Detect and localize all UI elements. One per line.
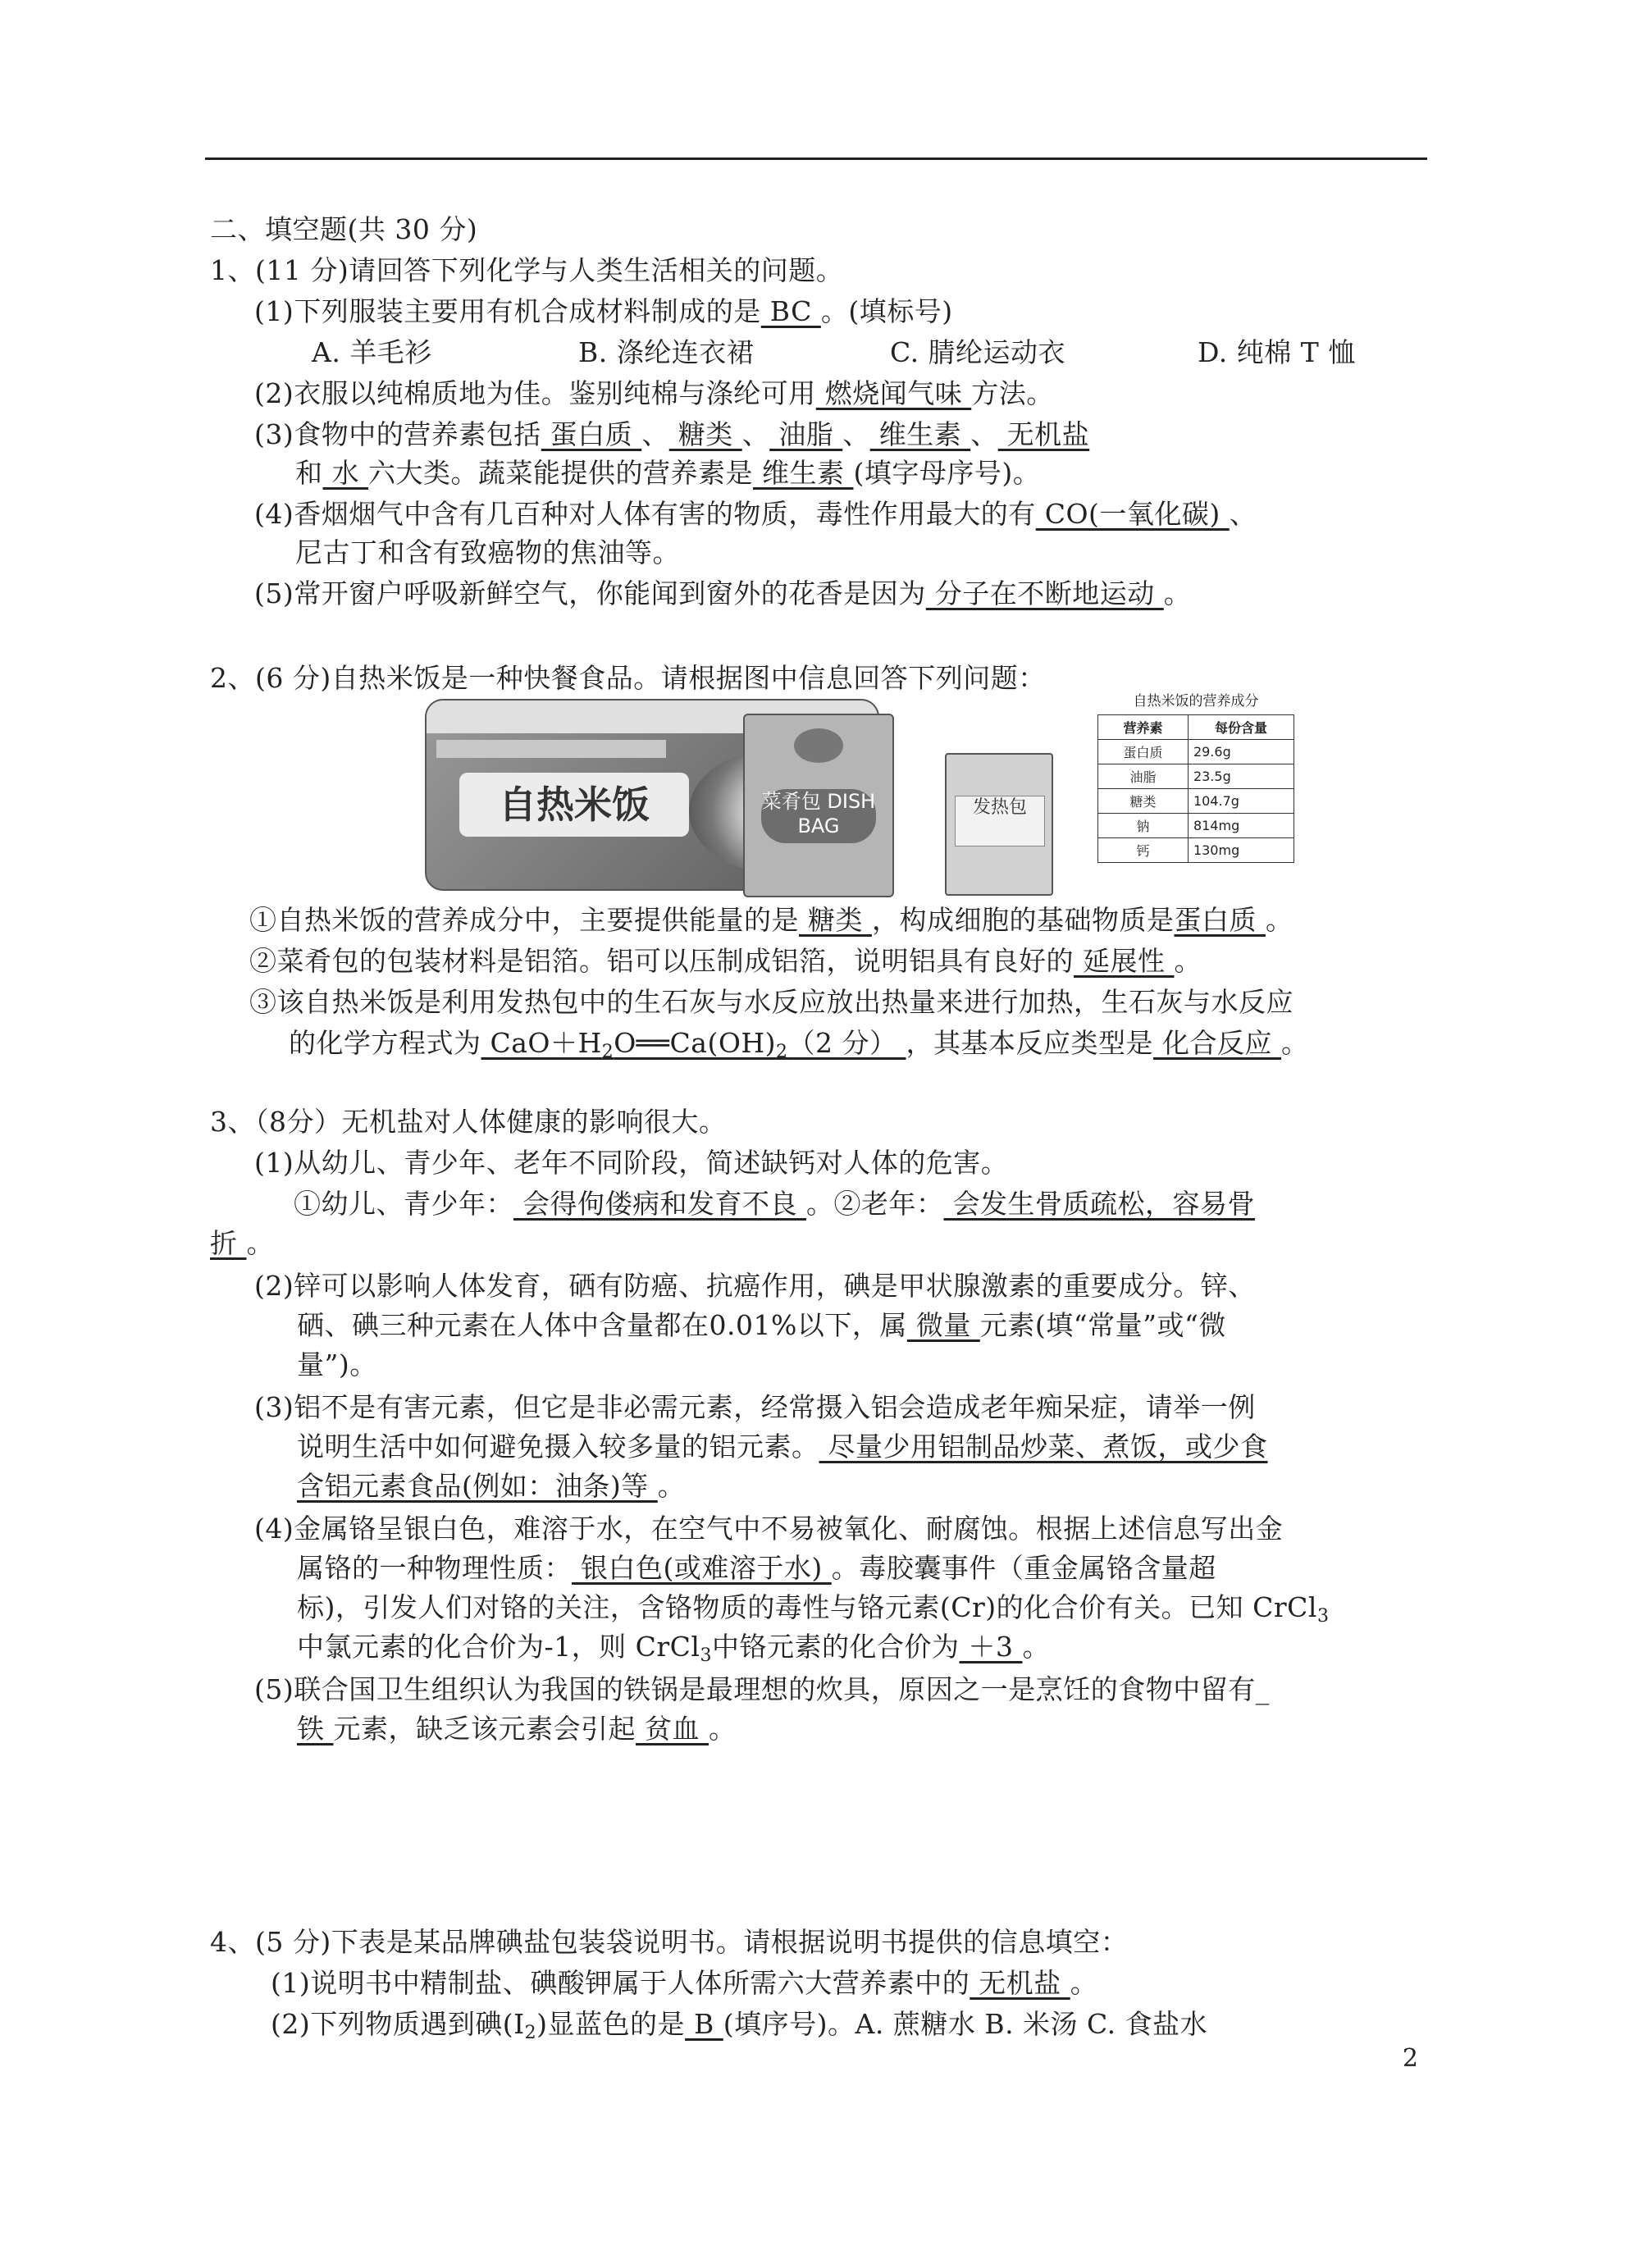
q2-answer-3: 化合反应 (1153, 1027, 1282, 1059)
q1-sub2-text: (2)衣服以纯棉质地为佳。鉴别纯棉与涤纶可用 (254, 377, 816, 409)
q3-sub3-b (297, 1429, 1268, 1465)
q1-option-c: C. 腈纶运动衣 (890, 336, 1066, 368)
q1-sub4-text: (4)香烟烟气中含有几百种对人体有害的物质，毒性作用最大的有 (254, 498, 1036, 530)
separator: 、 (970, 418, 998, 450)
q3-sub5b-mid: 元素，缺乏该元素会引起 (333, 1713, 636, 1745)
q1-sub2 (254, 376, 1054, 412)
q3-sub4: (4)金属铬呈银白色，难溶于水，在空气中不易被氧化、耐腐蚀。根据上述信息写出金 (254, 1513, 1284, 1545)
q3-sub4-d (297, 1629, 1050, 1674)
q3-sub4d-mid: 中铬元素的化合价为 (711, 1631, 960, 1663)
q2-answer-1: 糖类 (799, 904, 872, 936)
q3-sub1-c (210, 1225, 274, 1262)
chemical-equation (481, 1027, 906, 1062)
q1-answer-5: 分子在不断地运动 (925, 577, 1164, 609)
q3-sub5-b (297, 1711, 736, 1747)
nutrition-table-caption: 自热米饭的营养成分 (1133, 693, 1259, 710)
nutrition-table (1097, 689, 1294, 863)
package-band (436, 740, 666, 758)
table-row (1098, 740, 1294, 764)
q1-answer-4: CO(一氧化碳) (1035, 498, 1230, 530)
page-number: 2 (1402, 2044, 1418, 2073)
nutrition-table-grid (1097, 714, 1294, 863)
q1-stem: 1、(11 分)请回答下列化学与人类生活相关的问题。 (210, 254, 844, 286)
table-header-cell: 每份含量 (1188, 715, 1294, 740)
equation-part: O══Ca(OH) (614, 1027, 777, 1059)
q2-sub1-mid: ，构成细胞的基础物质是 (871, 904, 1175, 936)
section-title: 二、填空题(共 30 分) (210, 213, 478, 245)
q1-sub3b-text: 和 (295, 457, 323, 489)
q3-sub3-c (297, 1468, 685, 1504)
equation-part: （2 分） (787, 1027, 906, 1059)
q1-answer-1: BC (760, 295, 821, 327)
q1-sub5-end: 。 (1163, 577, 1192, 609)
q4-sub1 (271, 1965, 1097, 2001)
equation-part: CaO＋H (481, 1027, 602, 1059)
table-cell: 130mg (1188, 838, 1294, 863)
table-cell: 23.5g (1188, 764, 1294, 789)
q2-sub3-cont (289, 1025, 1309, 1070)
q2-sub1-text: ①自热米饭的营养成分中，主要提供能量的是 (249, 904, 799, 936)
q4-answer-1: 无机盐 (970, 1967, 1070, 1999)
q3-answer-3a: 尽量少用铝制品炒菜、煮饭，或少食 (819, 1431, 1268, 1463)
q2-sub3b-end: 。 (1281, 1027, 1309, 1059)
q1-answer-3f: 水 (322, 457, 368, 489)
q3-sub1b-text: ①幼儿、青少年： (294, 1188, 513, 1220)
q3-answer-3b: 含铝元素食品(例如：油条)等 (297, 1470, 658, 1502)
q1-sub1 (254, 294, 953, 330)
q3-answer-1a: 会得佝偻病和发育不良 (513, 1188, 806, 1220)
q1-answer-3e: 无机盐 (997, 418, 1090, 450)
subscript: 3 (1316, 1606, 1330, 1627)
q3-sub4b-end: 。毒胶囊事件（重金属铬含量超 (831, 1552, 1216, 1584)
table-cell: 油脂 (1098, 764, 1189, 789)
dish-bag-label: 菜肴包 DISH BAG (761, 789, 876, 843)
q3-answer-4b: ＋3 (959, 1631, 1023, 1663)
separator: 、 (842, 418, 870, 450)
q3-sub2b-text: 硒、碘三种元素在人体中含量都在0.01%以下，属 (297, 1309, 907, 1341)
q1-sub3 (254, 417, 1089, 453)
q3-sub5b-end: 。 (708, 1713, 737, 1745)
q1-answer-3c: 油脂 (769, 418, 843, 450)
q1-answer-3d: 维生素 (869, 418, 971, 450)
q3-sub4-c (297, 1590, 1329, 1635)
heating-pack-photo (945, 753, 1053, 896)
q3-sub2-c: 量”)。 (297, 1348, 377, 1380)
table-cell: 钠 (1098, 814, 1189, 838)
q1-option-d: D. 纯棉 T 恤 (1198, 336, 1356, 368)
q3-sub4-b (297, 1550, 1216, 1586)
table-cell: 104.7g (1188, 789, 1294, 814)
q3-sub2b-end: 元素(填“常量”或“微 (979, 1309, 1226, 1341)
q3-answer-1b: 会发生骨质疏松，容易骨 (943, 1188, 1255, 1220)
q1-answer-3b: 糖类 (668, 418, 742, 450)
q1-sub3b-mid: 六大类。蔬菜能提供的营养素是 (367, 457, 753, 489)
q1-sub4-cont: 尼古丁和含有致癌物的焦油等。 (295, 536, 680, 568)
table-row (1098, 814, 1294, 838)
q1-option-b: B. 涤纶连衣裙 (578, 336, 755, 368)
q3-sub3: (3)铝不是有害元素，但它是非必需元素，经常摄入铝会造成老年痴呆症，请举一例 (254, 1391, 1256, 1423)
q4-answer-2: B (685, 2008, 723, 2040)
q1-answer-2: 燃烧闻气味 (815, 377, 972, 409)
q2-sub3b-text: 的化学方程式为 (289, 1027, 481, 1059)
q1-sub3b-end: (填字母序号)。 (853, 457, 1041, 489)
q3-sub4d-text: 中氯元素的化合价为-1，则 CrCl (297, 1631, 700, 1663)
q3-answer-2: 微量 (906, 1309, 980, 1341)
q3-sub4b-text: 属铬的一种物理性质： (297, 1552, 572, 1584)
q2-sub2-text: ②菜肴包的包装材料是铝箔。铝可以压制成铝箔，说明铝具有良好的 (249, 945, 1074, 977)
q3-sub1: (1)从幼儿、青少年、老年不同阶段，简述缺钙对人体的危害。 (254, 1147, 1009, 1179)
heating-pack-label: 发热包 (955, 796, 1045, 847)
q3-sub3b-text: 说明生活中如何避免摄入较多量的铝元素。 (297, 1431, 819, 1463)
table-row (1098, 789, 1294, 814)
q1-answer-3g: 维生素 (752, 457, 854, 489)
q1-sub1-end: 。(填标号) (820, 295, 953, 327)
q3-answer-5b: 贫血 (636, 1713, 709, 1745)
q4-sub2-mid: )显蓝色的是 (536, 2008, 686, 2040)
q1-sub2-end: 方法。 (971, 377, 1054, 409)
q3-sub5: (5)联合国卫生组织认为我国的铁锅是最理想的炊具，原因之一是烹饪的食物中留有_ (254, 1673, 1270, 1705)
table-cell: 蛋白质 (1098, 740, 1189, 764)
q3-sub3c-end: 。 (657, 1470, 686, 1502)
q1-sub3-cont (295, 455, 1040, 491)
q3-answer-4a: 银白色(或难溶于水) (572, 1552, 832, 1584)
q4-sub2-text: (2)下列物质遇到碘(I (271, 2008, 525, 2040)
q2-sub3: ③该自热米饭是利用发热包中的生石灰与水反应放出热量来进行加热，生石灰与水反应 (249, 986, 1294, 1018)
package-title: 自热米饭 (459, 773, 689, 837)
table-cell: 糖类 (1098, 789, 1189, 814)
equation-subscript: 2 (601, 1042, 614, 1062)
q1-answer-3a: 蛋白质 (541, 418, 642, 450)
q3-sub4d-end: 。 (1022, 1631, 1050, 1663)
q3-sub1b-mid: 。②老年： (805, 1188, 944, 1220)
q2-answer-2: 延展性 (1074, 945, 1175, 977)
q4-sub2 (271, 2006, 1207, 2051)
q1-sub3-text: (3)食物中的营养素包括 (254, 418, 541, 450)
q1-sub5-text: (5)常开窗户呼吸新鲜空气，你能闻到窗外的花香是因为 (254, 577, 926, 609)
q1-sub4 (254, 496, 1257, 532)
table-cell: 钙 (1098, 838, 1189, 863)
q2-stem: 2、(6 分)自热米饭是一种快餐食品。请根据图中信息回答下列问题： (210, 662, 1046, 694)
q2-sub1-end: 。 (1265, 904, 1294, 936)
q3-sub2: (2)锌可以影响人体发育，硒有防癌、抗癌作用，碘是甲状腺激素的重要成分。锌、 (254, 1270, 1256, 1302)
table-row (1098, 838, 1294, 863)
q3-sub2-b (297, 1307, 1226, 1344)
table-cell: 814mg (1188, 814, 1294, 838)
q2-sub3b-mid: ，其基本反应类型是 (906, 1027, 1154, 1059)
separator: 、 (741, 418, 770, 450)
q3-sub1c-end: 。 (246, 1227, 274, 1259)
equation-subscript: 2 (776, 1042, 788, 1062)
brand-logo-icon (794, 728, 843, 763)
q2-sub2 (249, 943, 1202, 979)
separator: 、 (641, 418, 669, 450)
subscript: 2 (524, 2023, 537, 2043)
q4-stem: 4、(5 分)下表是某品牌碘盐包装袋说明书。请根据说明书提供的信息填空： (210, 1926, 1129, 1958)
q1-sub1-text: (1)下列服装主要用有机合成材料制成的是 (254, 295, 761, 327)
table-header-row (1098, 715, 1294, 740)
q4-sub1-end: 。 (1070, 1967, 1098, 1999)
q3-sub1-b (294, 1186, 1255, 1222)
q2-sub1 (249, 902, 1293, 938)
table-row (1098, 764, 1294, 789)
table-cell: 29.6g (1188, 740, 1294, 764)
q4-sub1-text: (1)说明书中精制盐、碘酸钾属于人体所需六大营养素中的 (271, 1967, 970, 1999)
table-header-cell: 营养素 (1098, 715, 1189, 740)
q1-sub5 (254, 576, 1191, 612)
q1-sub4-end: 、 (1229, 498, 1257, 530)
q3-answer-1c: 折 (210, 1227, 247, 1259)
q4-sub2-end: (填序号)。A. 蔗糖水 B. 米汤 C. 食盐水 (723, 2008, 1208, 2040)
q1-option-a: A. 羊毛衫 (312, 336, 432, 368)
q2-sub2-end: 。 (1174, 945, 1202, 977)
q3-sub4c-text: 标)，引发人们对铬的关注，含铬物质的毒性与铬元素(Cr)的化合价有关。已知 CrCl (297, 1591, 1317, 1623)
dish-bag-photo (743, 714, 894, 897)
subscript: 3 (700, 1645, 712, 1666)
header-rule (205, 157, 1427, 160)
q3-answer-5a: 铁 (297, 1713, 334, 1745)
q3-stem: 3、（8分）无机盐对人体健康的影响很大。 (210, 1106, 727, 1138)
q2-answer-1b: 蛋白质 (1174, 904, 1266, 936)
